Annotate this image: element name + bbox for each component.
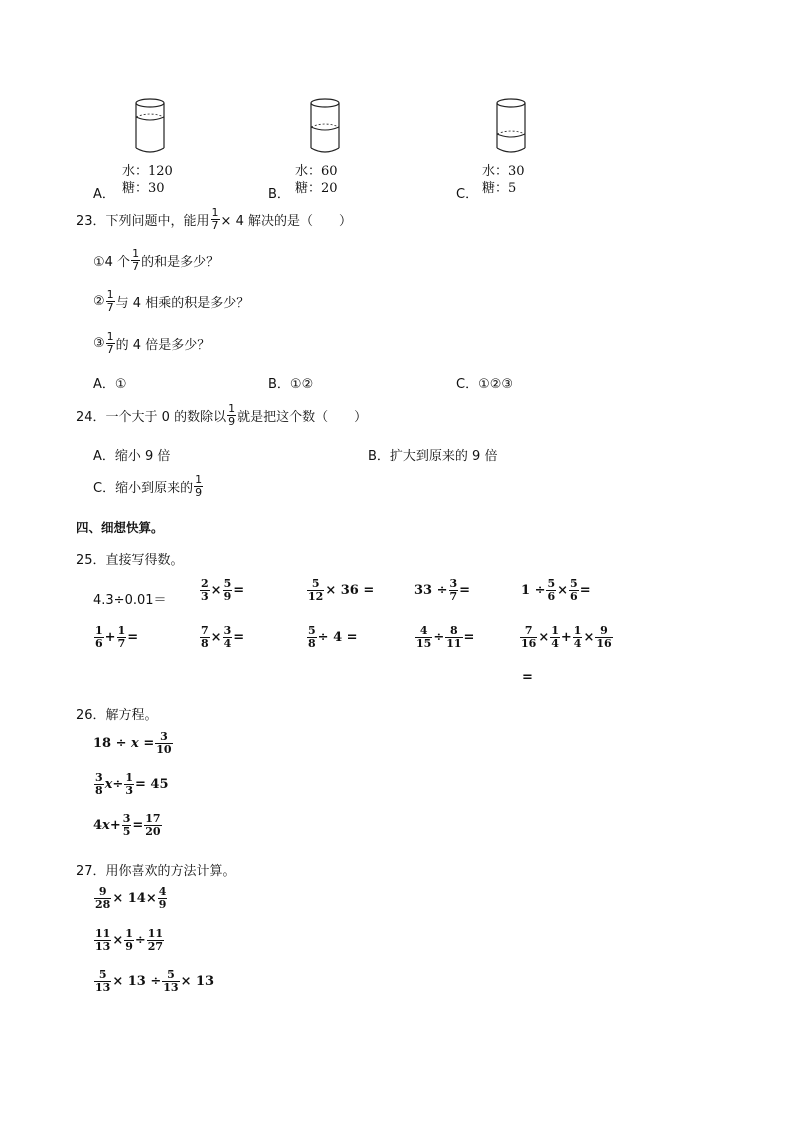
q25-expr-7: $\frac{7}{8}$ × $\frac{3}{4}$ = [201,624,245,650]
cup-b-icon [308,97,342,155]
q24-option-b[interactable]: B．扩大到原来的 9 倍 [368,449,498,464]
q23-item-2-pre: ② [93,293,105,309]
q24-option-c-fraction: $\frac{1}{9}$ [195,473,203,499]
q24-stem [76,403,367,427]
q24-stem-fraction: $\frac{1}{9}$ [228,402,236,428]
q23-item-1-fraction: $\frac{1}{7}$ [132,247,140,273]
cup-c-icon [494,97,528,155]
section-4-heading: 四、细想快算。 [76,520,164,535]
q25-expr-6: $\frac{1}{6}$ + $\frac{1}{7}$ = [95,624,139,650]
q25-expr-4: 33 ÷ $\frac{3}{7}$ = [414,577,471,603]
q23-stem-fraction: $\frac{1}{7}$ [211,206,219,232]
q24-option-a[interactable]: A．缩小 9 倍 [93,449,171,464]
q27-expression-1: $\frac{9}{28}$ × 14× $\frac{4}{9}$ [95,885,167,911]
q27-expression-2: $\frac{11}{13}$ × $\frac{1}{9}$ ÷ $\frac{11}{27}$ [95,927,164,953]
q23-item-2 [93,289,249,313]
q24-stem-pre: 24．一个大于 0 的数除以 [76,409,227,425]
q23-option-b[interactable]: B．①② [268,377,314,392]
q23-item-3 [93,331,210,355]
option-c-sugar: 糖：5 [482,181,517,196]
q25-expr-3: $\frac{5}{12}$ × 36 = [308,577,375,603]
option-c-water: 水：30 [482,164,525,179]
q23-item-2-post: 与 4 相乘的积是多少？ [115,295,250,311]
option-b-sugar: 糖：20 [295,181,338,196]
q23-item-1-pre: ①4 个 [93,254,131,270]
q23-option-a[interactable]: A．① [93,377,127,392]
option-c-letter[interactable]: C． [456,187,479,202]
q24-stem-post: 就是把这个数（ ） [237,409,368,425]
q25-expr-1: 4.3÷0.01＝ [93,593,167,608]
option-a-letter[interactable]: A． [93,187,115,202]
q23-item-3-fraction: $\frac{1}{7}$ [106,330,114,356]
option-b-letter[interactable]: B． [268,187,290,202]
q26-title: 26．解方程。 [76,708,158,723]
q26-equation-2: $\frac{3}{8}$ x ÷ $\frac{1}{3}$ = 45 [95,771,169,797]
q25-expr-10: $\frac{7}{16}$ × $\frac{1}{4}$ + $\frac{1}{4}$ × $\frac{9}{16}$ [521,624,612,650]
q23-item-2-fraction: $\frac{1}{7}$ [106,288,114,314]
q25-expr-5: 1 ÷ $\frac{5}{6}$ × $\frac{5}{6}$ = [521,577,591,603]
q23-item-3-post: 的 4 倍是多少？ [115,337,211,353]
option-a-water: 水：120 [122,164,173,179]
q23-option-c[interactable]: C．①②③ [456,377,514,392]
q23-item-3-pre: ③ [93,335,105,351]
q23-item-1-post: 的和是多少？ [141,254,220,270]
q24-option-c-text: C．缩小到原来的 [93,480,194,496]
q25-expr-8: $\frac{5}{8}$ ÷ 4 = [308,624,358,650]
option-b-water: 水：60 [295,164,338,179]
q23-stem-post: × 4 解决的是（ ） [220,213,352,229]
q23-stem-pre: 23．下列问题中，能用 [76,213,210,229]
q26-equation-1: 18 ÷ x = $\frac{3}{10}$ [93,730,172,756]
q24-option-c[interactable] [93,474,204,498]
q25-expr-2: $\frac{2}{3}$ × $\frac{5}{9}$ = [201,577,245,603]
q26-equation-3: 4 x + $\frac{3}{5}$ = $\frac{17}{20}$ [93,812,161,838]
q27-title: 27．用你喜欢的方法计算。 [76,864,236,879]
q25-expr-9: $\frac{4}{15}$ ÷ $\frac{8}{11}$ = [416,624,475,650]
q23-stem [76,207,352,231]
q23-item-1 [93,248,219,272]
q25-expr-10-equals: = [522,670,533,685]
option-a-sugar: 糖：30 [122,181,165,196]
q25-title: 25．直接写得数。 [76,553,184,568]
cup-a-icon [133,97,167,155]
q27-expression-3: $\frac{5}{13}$ × 13 ÷ $\frac{5}{13}$ × 13 [95,968,215,994]
